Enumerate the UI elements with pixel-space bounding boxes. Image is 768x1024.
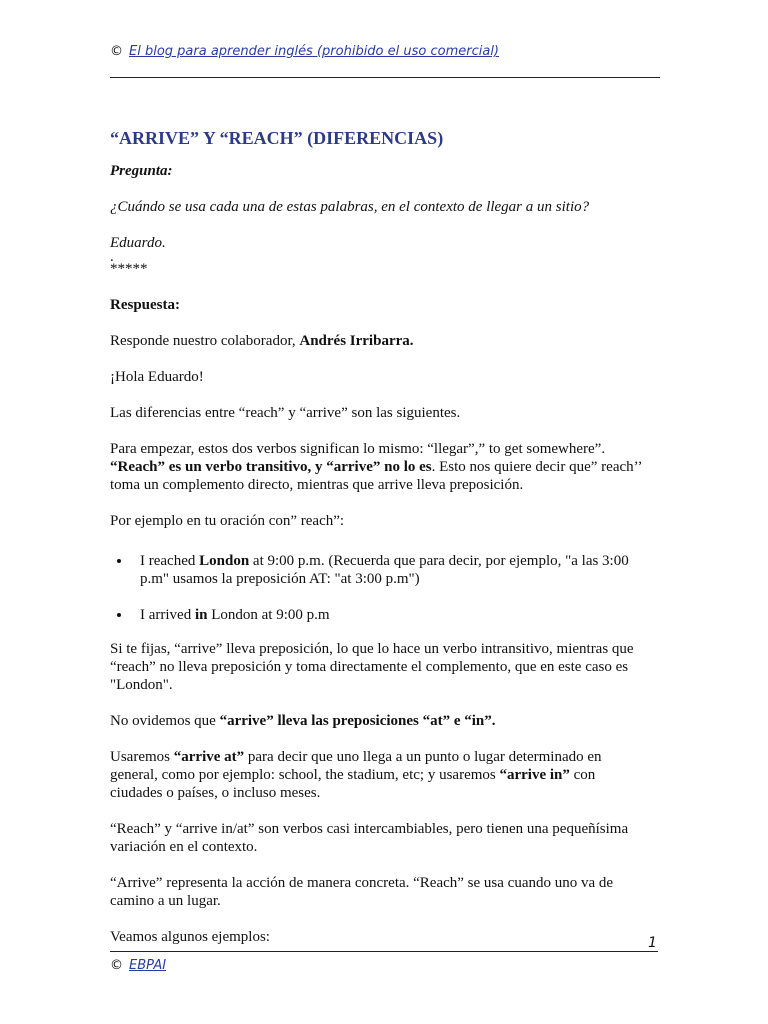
p6-c: con ciudades o países, o incluso meses. bbox=[110, 767, 596, 801]
p5-text: No ovidemos que bbox=[110, 713, 220, 729]
greeting: ¡Hola Eduardo! bbox=[110, 369, 204, 385]
bullet2-b: London at 9:00 p.m bbox=[207, 607, 330, 623]
header-divider bbox=[110, 77, 660, 78]
question-text: ¿Cuándo se usa cada una de estas palabras, en el contexto de llegar a un sitio? bbox=[110, 199, 590, 215]
intro-text: Responde nuestro colaborador, bbox=[110, 333, 300, 349]
paragraph-1: Las diferencias entre “reach” y “arrive” son las siguientes. bbox=[110, 405, 461, 421]
bullet2-a: I arrived bbox=[140, 607, 195, 623]
p2-rest: . Esto nos quiere decir que” reach’’ toma un complemento directo, mientras que arrive lleva preposición. bbox=[110, 459, 642, 493]
list-item bbox=[132, 606, 650, 624]
document-body bbox=[110, 128, 650, 946]
p6-bold1: “arrive at” bbox=[173, 749, 245, 765]
paragraph-4: Si te fijas, “arrive” lleva preposición, lo que lo hace un verbo intransitivo, mientras que “reach” no lleva preposición y toma directamente el complemento, que en este caso es "London". bbox=[110, 641, 634, 693]
page-header bbox=[110, 44, 499, 59]
page-number: 1 bbox=[648, 935, 657, 951]
bullet1-a: I reached bbox=[140, 553, 200, 569]
p6-a: Usaremos bbox=[110, 749, 174, 765]
question-label: Pregunta: bbox=[110, 163, 173, 179]
separator-stars: ***** bbox=[110, 261, 148, 277]
footer-divider bbox=[110, 951, 658, 952]
paragraph-2 bbox=[110, 440, 650, 494]
question-author: Eduardo. bbox=[110, 235, 166, 251]
bullet1-b: at 9:00 p.m. (Recuerda que para decir, por ejemplo, "a las 3:00 p.m" usamos la preposición AT: "at 3:00 p.m") bbox=[140, 553, 629, 587]
paragraph-7: “Reach” y “arrive in/at” son verbos casi intercambiables, pero tienen una pequeñísima variación en el contexto. bbox=[110, 821, 629, 855]
p6-b: para decir que uno llega a un punto o lugar determinado en general, como por ejemplo: school, the stadium, etc; y usaremos bbox=[110, 749, 602, 783]
paragraph-3: Por ejemplo en tu oración con” reach”: bbox=[110, 513, 345, 529]
page-title: “ARRIVE” Y “REACH” (DIFERENCIAS) bbox=[110, 128, 444, 148]
p2-text: Para empezar, estos dos verbos significan lo mismo: “llegar”,” to get somewhere”. bbox=[110, 441, 606, 457]
bullet2-bold: in bbox=[194, 607, 208, 623]
footer-link[interactable]: EBPAI bbox=[129, 958, 167, 973]
p2-bold: “Reach” es un verbo transitivo, y “arrive” no lo es bbox=[110, 459, 432, 475]
paragraph-9: Veamos algunos ejemplos: bbox=[110, 929, 270, 945]
bullet1-bold: London bbox=[199, 553, 250, 569]
blog-link[interactable]: El blog para aprender inglés (prohibido el uso comercial) bbox=[129, 44, 499, 59]
p6-bold2: “arrive in” bbox=[499, 767, 570, 783]
footer-copyright-symbol: © bbox=[110, 958, 123, 973]
answer-label: Respuesta: bbox=[110, 297, 180, 313]
page-footer bbox=[110, 958, 166, 973]
paragraph-8: “Arrive” representa la acción de manera concreta. “Reach” se usa cuando uno va de camino a un lugar. bbox=[110, 875, 614, 909]
list-item bbox=[132, 552, 650, 588]
paragraph-5 bbox=[110, 712, 650, 730]
paragraph-6 bbox=[110, 748, 650, 802]
example-list bbox=[110, 552, 650, 624]
separator-dot: . bbox=[110, 249, 114, 265]
p5-bold: “arrive” lleva las preposiciones “at” e “in”. bbox=[219, 713, 496, 729]
copyright-symbol: © bbox=[110, 44, 123, 59]
collaborator-name: Andrés Irribarra. bbox=[299, 333, 414, 349]
answer-intro bbox=[110, 332, 650, 350]
